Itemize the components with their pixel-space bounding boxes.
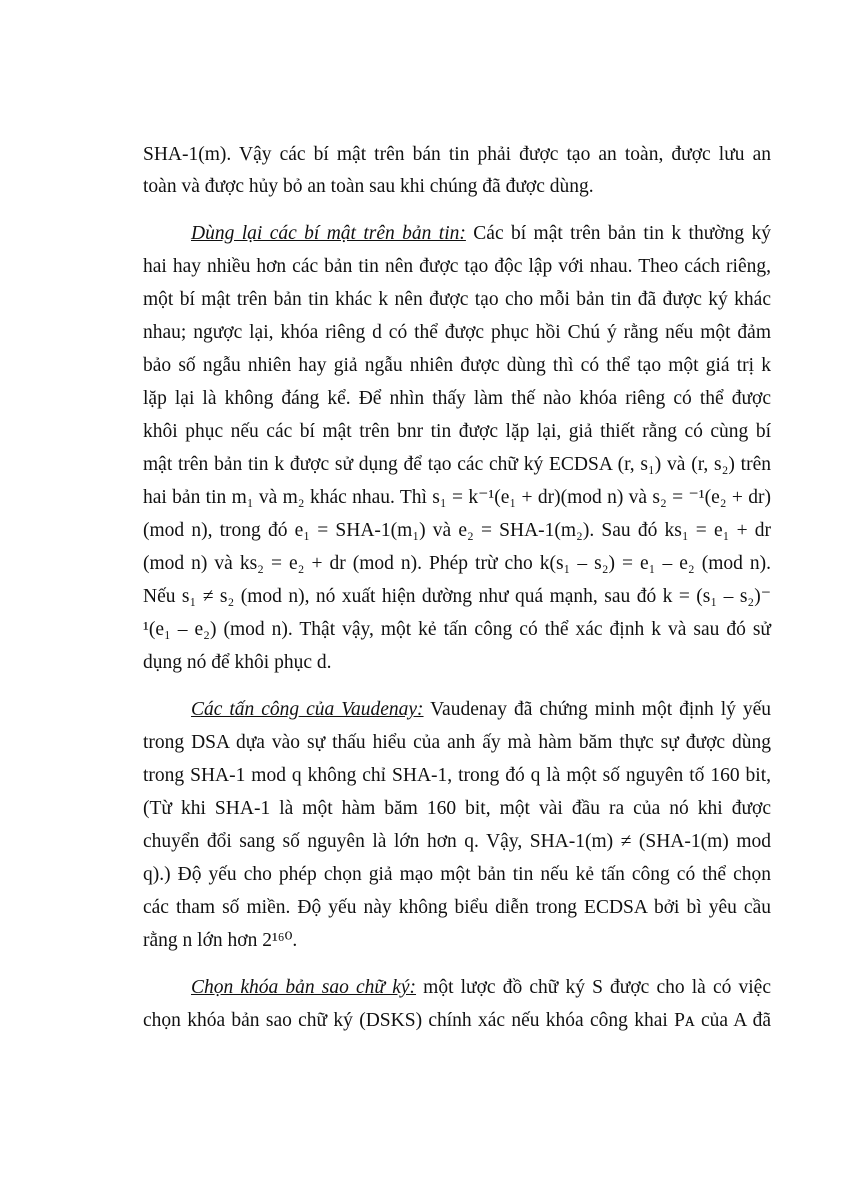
text-segment: toàn và được hủy bỏ an toàn sau khi chúng đã được dùng. [143,176,594,197]
paragraph-3-line-4 [143,796,771,821]
paragraph-2-line-12 [143,584,771,609]
paragraph-2-line-3 [143,287,771,312]
text-segment: mật trên bản tin k được sử dụng để tạo các chữ ký ECDSA (r, s₁) và (r, s₂) trên [143,454,771,475]
paragraph-2-line-9 [143,485,771,510]
paragraph-2-line-5 [143,353,771,378]
paragraph-4-line-2 [143,1008,771,1033]
paragraph-3-line-7 [143,895,771,920]
paragraph-3-line-5 [143,829,771,854]
paragraph-3-line-8 [143,928,771,953]
text-segment: rằng n lớn hơn 2¹⁶⁰. [143,930,298,951]
paragraph-2-line-6 [143,386,771,411]
section-heading-vaudenay-attacks: Các tấn công của Vaudenay: [191,699,424,720]
text-segment: (mod n), trong đó e₁ = SHA-1(m₁) và e₂ = SHA-1(m₂). Sau đó ks₁ = e₁ + dr [143,520,771,541]
paragraph-2-line-1 [191,221,771,246]
text-segment: (Từ khi SHA-1 là một hàm băm 160 bit, một vài đầu ra của nó khi được [143,798,771,819]
text-segment: nhau; ngược lại, khóa riêng d có thể được phục hồi Chú ý rằng nếu một đảm [143,322,771,343]
text-segment: chọn khóa bản sao chữ ký (DSKS) chính xác nếu khóa công khai Pᴀ của A đã [143,1010,771,1031]
text-segment: khôi phục nếu các bí mật trên bnr tin được lặp lại, giả thiết rằng có cùng bí [143,421,771,442]
text-segment: hai hay nhiều hơn các bản tin nên được tạo độc lập với nhau. Theo cách riêng, [143,256,771,277]
paragraph-2-line-14 [143,650,771,675]
section-heading-message-secret-reuse: Dùng lại các bí mật trên bản tin: [191,223,466,244]
text-segment: một bí mật trên bản tin khác k nên được tạo cho mỗi bản tin đã được ký khác [143,289,771,310]
paragraph-2-line-10 [143,518,771,543]
text-segment: dụng nó để khôi phục d. [143,652,332,673]
paragraph-2-line-11 [143,551,771,576]
paragraph-2-line-2 [143,254,771,279]
text-segment: trong SHA-1 mod q không chỉ SHA-1, trong đó q là một số nguyên tố 160 bit, [143,765,771,786]
paragraph-2-line-4 [143,320,771,345]
section-heading-dsks: Chọn khóa bản sao chữ ký: [191,977,417,998]
paragraph-3-line-6 [143,862,771,887]
paragraph-3-line-1 [191,697,771,722]
paragraph-1-line-2 [143,174,771,199]
text-segment: SHA-1(m). Vậy các bí mật trên bán tin phải được tạo an toàn, được lưu an [143,144,771,165]
text-segment: chuyển đổi sang số nguyên là lớn hơn q. Vậy, SHA-1(m) ≠ (SHA-1(m) mod [143,831,771,852]
paragraph-3-line-2 [143,730,771,755]
paragraph-2-line-7 [143,419,771,444]
text-segment: q).) Độ yếu cho phép chọn giả mạo một bản tin nếu kẻ tấn công có thể chọn [143,864,771,885]
paragraph-2-line-13 [143,617,771,642]
text-segment: các tham số miền. Độ yếu này không biểu diễn trong ECDSA bởi bì yêu cầu [143,897,771,918]
text-segment: ¹(e₁ – e₂) (mod n). Thật vậy, một kẻ tấn công có thể xác định k và sau đó sử [143,619,771,640]
paragraph-2-line-8 [143,452,771,477]
text-segment: (mod n) và ks₂ = e₂ + dr (mod n). Phép trừ cho k(s₁ – s₂) = e₁ – e₂ (mod n). [143,553,771,574]
paragraph-3-line-3 [143,763,771,788]
text-segment: bảo số ngẫu nhiên hay giả ngẫu nhiên được dùng thì có thể tạo một giá trị k [143,355,771,376]
text-segment: lặp lại là không đáng kể. Để nhìn thấy làm thế nào khóa riêng có thể được [143,388,771,409]
text-segment: hai bản tin m₁ và m₂ khác nhau. Thì s₁ = k⁻¹(e₁ + dr)(mod n) và s₂ = ⁻¹(e₂ + dr) [143,487,771,508]
text-segment: Nếu s₁ ≠ s₂ (mod n), nó xuất hiện dường như quá mạnh, sau đó k = (s₁ – s₂)⁻ [143,586,771,607]
text-segment: trong DSA dựa vào sự thấu hiểu của anh ấy mà hàm băm thực sự được dùng [143,732,771,753]
paragraph-1-line-1 [143,142,771,167]
text-segment: Các bí mật trên bản tin k thường ký [465,223,771,244]
text-segment: một lược đồ chữ ký S được cho là có việc [416,977,771,998]
paragraph-4-line-1 [191,975,771,1000]
text-segment: Vaudenay đã chứng minh một định lý yếu [423,699,772,720]
